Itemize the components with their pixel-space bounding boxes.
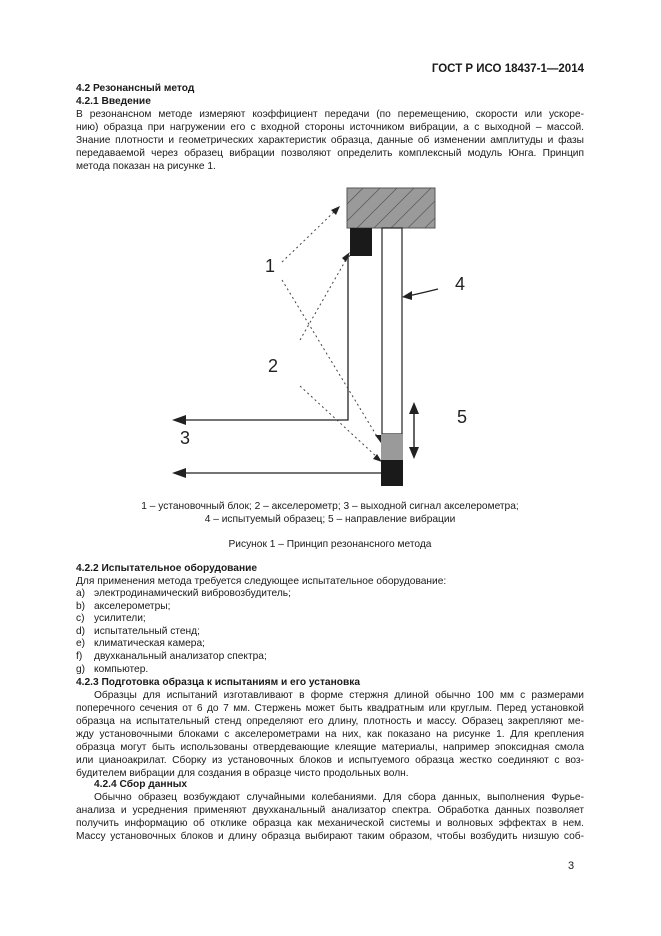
- list-item: [76, 638, 291, 651]
- paragraph-line: Обычно образец возбуждают случайными колебаниями. Для сбора данных, выполнения Фурье-: [94, 792, 584, 803]
- list-item-text: испытательный стенд;: [94, 625, 200, 637]
- paragraph-line: поперечного сечения от 6 до 7 мм. Стержень может быть квадратным или круглым. Перед установкой: [76, 703, 584, 714]
- section-title-4-2-1: 4.2.1 Введение: [76, 96, 151, 107]
- paragraph-line: получить информацию об отклике образца как механической системы и волновых эффектах в нем.: [76, 818, 584, 829]
- list-marker: g): [76, 663, 86, 675]
- leader-2-top: [300, 258, 347, 340]
- list-item: [76, 651, 291, 664]
- paragraph-line: анализа и усреднения применяют двухканальный анализатор спектра. Обработка данных позволяет: [76, 805, 584, 816]
- leader-1-top-arrow: [331, 206, 340, 215]
- vibration-arrow-up: [409, 402, 419, 414]
- intro-line: передаваемой через образец вибрации позволяют определить комплексный модуль Юнга. Принцип: [76, 148, 584, 159]
- list-item-text: акселерометры;: [94, 600, 171, 612]
- lower-mounting-block: [381, 434, 403, 460]
- list-item-text: компьютер.: [94, 663, 149, 675]
- equipment-lead: Для применения метода требуется следующее испытательное оборудование:: [76, 576, 447, 587]
- list-item-text: двухканальный анализатор спектра;: [94, 650, 267, 662]
- section-title-4-2: 4.2 Резонансный метод: [76, 83, 195, 94]
- leader-4: [408, 289, 438, 296]
- list-marker: d): [76, 625, 86, 637]
- intro-paragraph: [76, 108, 584, 173]
- figure-label-2: 2: [268, 356, 279, 376]
- figure-label-4: 4: [455, 274, 466, 294]
- list-item-text: электродинамический вибровозбудитель;: [94, 588, 291, 599]
- leader-4-arrow: [402, 291, 412, 300]
- paragraph-line: или цианоакрилат. Сборку из установочных блоков и испытуемого образца жестко соединяют с воз-: [76, 755, 584, 766]
- list-marker: e): [76, 638, 86, 650]
- arrowhead-left-lower: [172, 468, 186, 478]
- equipment-list: [76, 588, 291, 676]
- paragraph-line: жду установочными блоками с акселерометрами на них, как показано на рисунке 1. Для крепления: [76, 729, 584, 740]
- list-marker: a): [76, 588, 86, 599]
- list-item: [76, 664, 291, 677]
- resonance-method-figure: [150, 180, 490, 490]
- output-signal-line-upper: [180, 256, 350, 420]
- top-accelerometer: [350, 228, 372, 256]
- vibration-arrow-down: [409, 447, 419, 459]
- intro-line: нию) образца при нагружении его с входной стороны источником вибрации, а с выходной – массой.: [76, 122, 584, 133]
- list-item-text: климатическая камера;: [94, 638, 205, 650]
- section-title-4-2-2: 4.2.2 Испытательное оборудование: [76, 563, 258, 574]
- figure-label-5: 5: [457, 407, 468, 427]
- preparation-paragraph: [76, 689, 584, 780]
- intro-line: Знание плотности и геометрических характеристик образца, данные об изменении амплитуды и фазы: [76, 135, 584, 146]
- list-item: [76, 601, 291, 614]
- list-item: [76, 626, 291, 639]
- list-item-text: усилители;: [94, 613, 146, 625]
- document-code: ГОСТ Р ИСО 18437-1—2014: [431, 63, 584, 75]
- data-collection-paragraph: [76, 791, 584, 843]
- leader-2-bottom: [300, 386, 378, 458]
- section-title-4-2-3: 4.2.3 Подготовка образца к испытаниям и его установка: [76, 677, 361, 688]
- paragraph-line: будителем вибрации для создания в образце чисто продольных волн.: [76, 768, 409, 779]
- section-title-4-2-4: 4.2.4 Сбор данных: [94, 779, 188, 790]
- paragraph-line: образца могут быть использованы отвердевающие клеящие материалы, например эпоксидная смола: [76, 742, 584, 753]
- intro-line: В резонансном методе измеряют коэффициент передачи (по перемещению, скорости или ускоре-: [76, 109, 584, 120]
- mounting-base-hatched: [347, 188, 435, 228]
- figure-label-3: 3: [180, 428, 191, 448]
- list-marker: f): [76, 650, 83, 662]
- figure-legend-line-2: 4 – испытуемый образец; 5 – направление вибрации: [204, 514, 456, 525]
- page-number: 3: [568, 860, 575, 872]
- figure-legend-line-1: 1 – установочный блок; 2 – акселерометр; 3 – выходной сигнал акселерометра;: [141, 501, 519, 512]
- figure-label-1: 1: [265, 256, 276, 276]
- list-item: [76, 613, 291, 626]
- paragraph-line: образца на испытательный стенд определяют его длину, плотность и массу. Образец закрепляют ме-: [76, 716, 584, 727]
- arrowhead-left-upper: [172, 415, 186, 425]
- figure-caption: Рисунок 1 – Принцип резонансного метода: [228, 539, 432, 550]
- leader-2-top-arrow: [342, 252, 350, 262]
- list-marker: c): [76, 613, 85, 625]
- paragraph-line: Образцы для испытаний изготавливают в форме стержня длиной обычно 100 мм с размерами: [94, 690, 584, 701]
- leader-1-top: [282, 210, 336, 262]
- leader-1-bottom-arrow: [375, 435, 381, 443]
- list-marker: b): [76, 600, 86, 612]
- intro-line: метода показан на рисунке 1.: [76, 161, 216, 172]
- list-item: [76, 588, 291, 601]
- test-specimen: [382, 228, 402, 434]
- paragraph-line: Массу установочных блоков и длину образца выбирают таким образом, чтобы возбудить низшую соб-: [76, 831, 584, 842]
- bottom-accelerometer: [381, 460, 403, 486]
